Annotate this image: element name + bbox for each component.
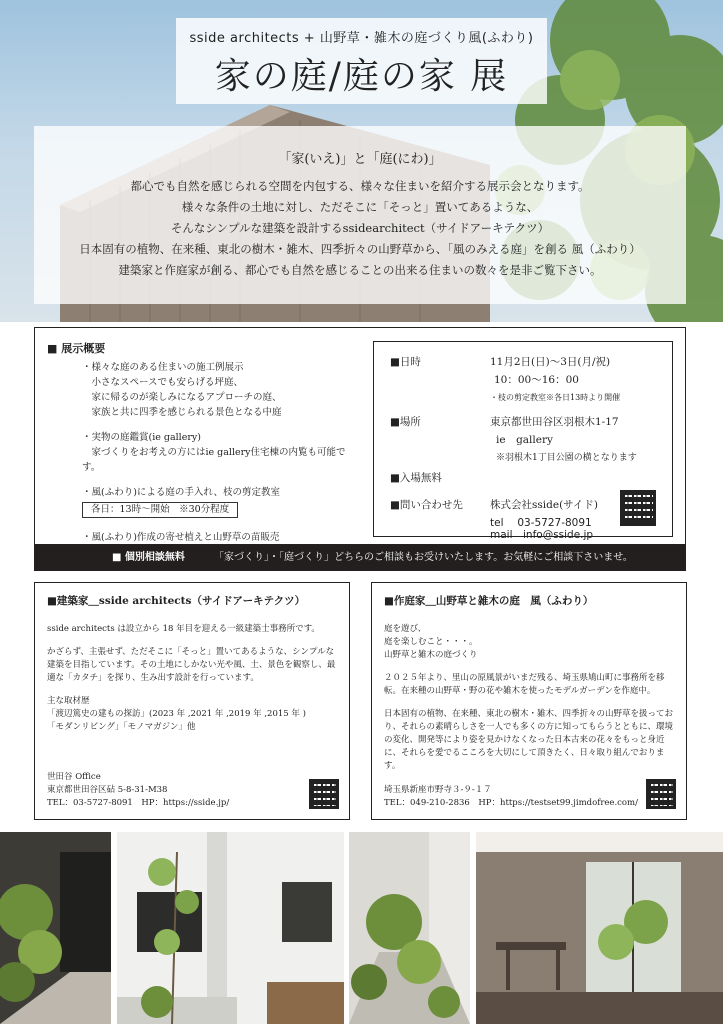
consultation-banner (34, 545, 686, 571)
list-item: ・風(ふわり)による庭の手入れ、枝の剪定教室 (82, 487, 280, 498)
intro-text (34, 176, 686, 281)
office-contact[interactable]: TEL：03-5727-8091 HP：https://sside.jp/ (47, 798, 230, 808)
place-value: 東京都世田谷区羽根木1-17 (490, 416, 619, 428)
photo-courtyard-tree-illustration (117, 832, 344, 1024)
photo-garden-path (349, 832, 470, 1024)
gardener-description: 日本固有の植物、在来種、東北の樹木・雑木、四季折々の山野草を扱っており、それらの素晴らしさを一人でも多くの方に知ってもらうとともに、環境の変化、開発等により姿を見かけなくなった日本古来の花々をもっと身近に、それらを愛でるこころを大切にして頂きたく、日々取り組んでおります。 (384, 709, 674, 771)
photo-entrance-garden-illustration (0, 832, 111, 1024)
time-value: 10：00〜16：00 (494, 374, 579, 386)
photo-interior-courtyard-illustration (476, 832, 723, 1024)
hero-image (0, 0, 723, 322)
photo-courtyard-tree (117, 832, 344, 1024)
intro-line: 建築家と作庭家が創る、都心でも自然を感じることの出来る住まいの数々を是非ご覧下さい。 (118, 263, 602, 277)
fee-label: ■入場無料 (390, 472, 442, 484)
intro-line: 日本固有の植物、在来種、東北の樹木・雑木、四季折々の山野草から、「風のみえる庭」を創る 風（ふわり） (79, 242, 641, 256)
title-panel (176, 18, 547, 104)
intro-line: そんなシンプルな建築を設計するssidearchitect（サイドアーキテクツ） (170, 221, 550, 235)
gardener-intro-line: 庭を楽しむこと・・・。 (384, 637, 478, 647)
qr-code-icon[interactable] (646, 779, 676, 809)
gardener-address: 埼玉県新座市野寺３-９-１７ (384, 785, 492, 795)
list-item: 家族と共に四季を感じられる景色となる中庭 (82, 407, 282, 418)
list-item: ・様々な庭のある住まいの施工例展示 (82, 362, 244, 373)
gardener-history: ２０２５年より、里山の原風景がいまだ残る、埼玉県鳩山町に事務所を移転。在来種の山野草・野の花や雑木を使ったモデルガーデンを作庭中。 (384, 673, 665, 696)
architect-intro: sside architects は設立から 18 年目を迎える一級建築士事務所です。 (47, 624, 320, 634)
place-label: ■場所 (390, 416, 421, 428)
architect-body (47, 623, 339, 734)
place-note: ※羽根木1丁目公園の横となります (496, 453, 637, 463)
list-item: 家に帰るのが楽しみになるアプローチの庭、 (82, 392, 282, 403)
press-heading: 主な取材歴 (47, 696, 90, 706)
office-name: 世田谷 Office (47, 772, 101, 782)
office-address: 東京都世田谷区砧 5-8-31-M38 (47, 785, 168, 795)
event-title: 家の庭/庭の家 展 (214, 56, 509, 97)
list-item: ・実物の庭鑑賞(ie gallery) (82, 432, 201, 443)
qr-code-icon[interactable] (620, 490, 656, 526)
list-item: 家づくりをお考えの方にはie gallery住宅棟の内覧も可能です。 (82, 447, 346, 473)
photo-strip (0, 832, 723, 1024)
intro-heading: 「家(いえ)」と「庭(にわ)」 (278, 152, 442, 167)
architect-office (47, 771, 229, 810)
overview-heading: ■ 展示概要 (47, 342, 106, 355)
architect-card (34, 582, 350, 820)
date-value: 11月2日(日)〜3日(月/祝) (490, 356, 611, 368)
event-subtitle: sside architects + 山野草・雑木の庭づくり風(ふわり) (189, 31, 534, 46)
contact-label: ■問い合わせ先 (390, 499, 463, 511)
photo-garden-path-illustration (349, 832, 470, 1024)
intro-line: 都心でも自然を感じられる空間を内包する、様々な住まいを紹介する展示会となります。 (130, 179, 590, 193)
press-item: 「モダンリビング」「モノマガジン」他 (47, 722, 196, 732)
gardener-body (384, 623, 676, 783)
gardener-contact[interactable]: TEL：049-210-2836 HP：https://testset99.jimdofree.com/ (384, 798, 638, 808)
intro-panel (34, 126, 686, 304)
contact-mail[interactable]: mail info@sside.jp (490, 529, 594, 541)
gardener-office (384, 784, 638, 810)
press-item: 「渡辺篤史の建もの探訪」(2023 年 ,2021 年 ,2019 年 ,2015 年 ) (47, 709, 306, 719)
gardener-intro-line: 庭を遊び、 (384, 624, 427, 634)
gardener-title: ■作庭家＿山野草と雑木の庭 風（ふわり） (384, 595, 594, 607)
intro-line: 様々な条件の土地に対し、ただそこに「そっと」置いてあるような、 (181, 200, 539, 214)
consultation-label: ■ 個別相談無料 (112, 552, 185, 563)
photo-interior-courtyard (476, 832, 723, 1024)
exhibition-info (34, 327, 686, 545)
list-item: ・風(ふわり)作成の寄せ植えと山野草の苗販売 (82, 532, 280, 543)
date-label: ■日時 (390, 356, 421, 368)
overview-list (82, 360, 362, 545)
schedule-badge: 各日：13時〜開始 ※30分程度 (82, 502, 238, 518)
list-item: 小さなスペースでも安らげる坪庭、 (82, 377, 244, 388)
gardener-intro-line: 山野草と雑木の庭づくり (384, 650, 478, 660)
gardener-card (371, 582, 687, 820)
date-note: ・枝の剪定教室※各日13時より開催 (490, 393, 621, 402)
architect-description: かざらず、主張せず、ただそこに「そっと」置いてあるような、シンプルな建築を目指しています。その土地にしかない光や風、土、景色を観察し、最適な「カタチ」を探り、生み出す設計を行っています。 (47, 647, 336, 683)
place-value-2: ie gallery (496, 434, 553, 446)
photo-entrance-garden (0, 832, 111, 1024)
qr-code-icon[interactable] (309, 779, 339, 809)
consultation-text: 「家づくり」・「庭づくり」どちらのご相談もお受けいたします。お気軽にご相談下さいませ。 (214, 552, 633, 563)
contact-tel: tel 03-5727-8091 (490, 517, 592, 529)
architect-title: ■建築家＿sside architects（サイドアーキテクツ） (47, 595, 306, 607)
contact-company: 株式会社sside(サイド) (490, 499, 599, 511)
event-details (373, 341, 673, 541)
